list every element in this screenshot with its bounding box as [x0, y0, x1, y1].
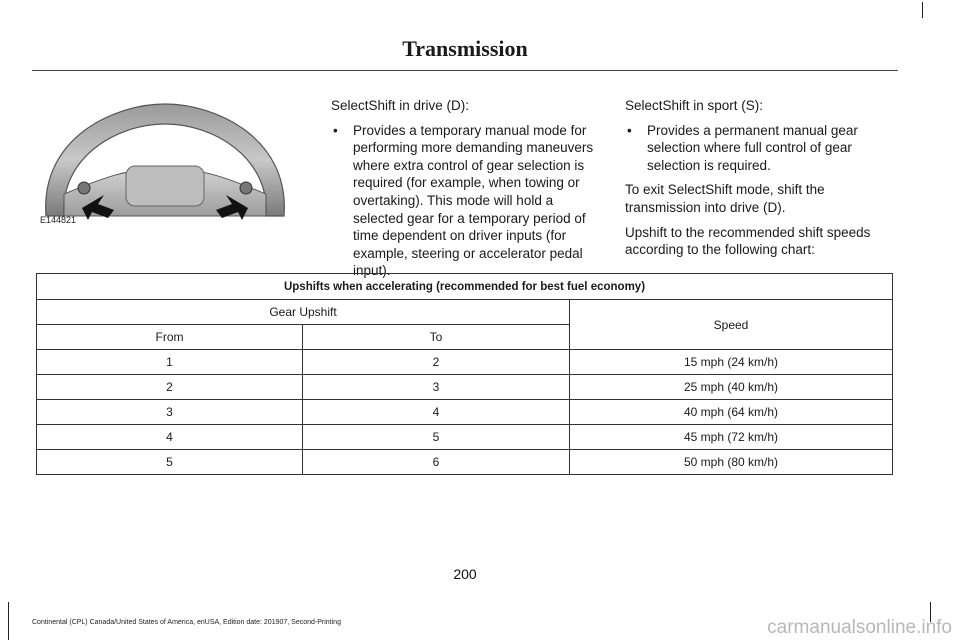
speed-header: Speed: [570, 300, 893, 350]
footer-edition: Continental (CPL) Canada/United States of America, enUSA, Edition date: 201907, Second-Printing: [32, 619, 341, 626]
page-title: Transmission: [402, 36, 528, 61]
table-row: [37, 450, 893, 475]
to-cell: 5: [303, 425, 570, 450]
from-cell: 5: [37, 450, 303, 475]
bullet-icon: •: [627, 122, 632, 138]
drive-bullet: [331, 122, 603, 280]
to-cell: 6: [303, 450, 570, 475]
page-number: 200: [453, 566, 477, 582]
upshift-speed-table: [36, 273, 893, 475]
sport-heading: SelectShift in sport (S):: [625, 98, 764, 113]
exit-paragraph: To exit SelectShift mode, shift the transmission into drive (D).: [625, 182, 825, 215]
sport-bullet-text: Provides a permanent manual gear selection where full control of gear selection is required.: [647, 122, 858, 173]
table-row: [37, 350, 893, 375]
crop-mark: [922, 2, 923, 18]
table-row: [37, 375, 893, 400]
gear-upshift-header: Gear Upshift: [37, 300, 570, 325]
bullet-icon: •: [333, 122, 338, 138]
speed-cell: 50 mph (80 km/h): [570, 450, 893, 475]
to-cell: 3: [303, 375, 570, 400]
select-shift-drive-section: [331, 97, 603, 287]
drive-heading: SelectShift in drive (D):: [331, 98, 470, 113]
crop-mark: [8, 602, 9, 640]
table-row: [37, 425, 893, 450]
speed-cell: 25 mph (40 km/h): [570, 375, 893, 400]
from-header: From: [37, 325, 303, 350]
title-divider: [32, 70, 898, 71]
figure-code: E144821: [40, 215, 77, 225]
table-caption: Upshifts when accelerating (recommended for best fuel economy): [37, 274, 893, 300]
from-cell: 2: [37, 375, 303, 400]
from-cell: 3: [37, 400, 303, 425]
drive-bullet-text: Provides a temporary manual mode for performing more demanding maneuvers where extra control of gear selection is required (for example, when towing or overtaking). This mode will hold a selected gear for a temporary period of time dependent on driver inputs (for example, steering or accelerator pedal input).: [353, 122, 594, 279]
upshift-paragraph: Upshift to the recommended shift speeds according to the following chart:: [625, 224, 871, 258]
watermark: carmanualsonline.info: [767, 617, 952, 638]
speed-cell: 45 mph (72 km/h): [570, 425, 893, 450]
speed-cell: 15 mph (24 km/h): [570, 350, 893, 375]
table-row: [37, 400, 893, 425]
from-cell: 4: [37, 425, 303, 450]
sport-bullet: [625, 122, 887, 175]
to-header: To: [303, 325, 570, 350]
select-shift-sport-section: [625, 97, 887, 266]
to-cell: 2: [303, 350, 570, 375]
speed-cell: 40 mph (64 km/h): [570, 400, 893, 425]
to-cell: 4: [303, 400, 570, 425]
steering-wheel-icon: [34, 98, 296, 230]
from-cell: 1: [37, 350, 303, 375]
